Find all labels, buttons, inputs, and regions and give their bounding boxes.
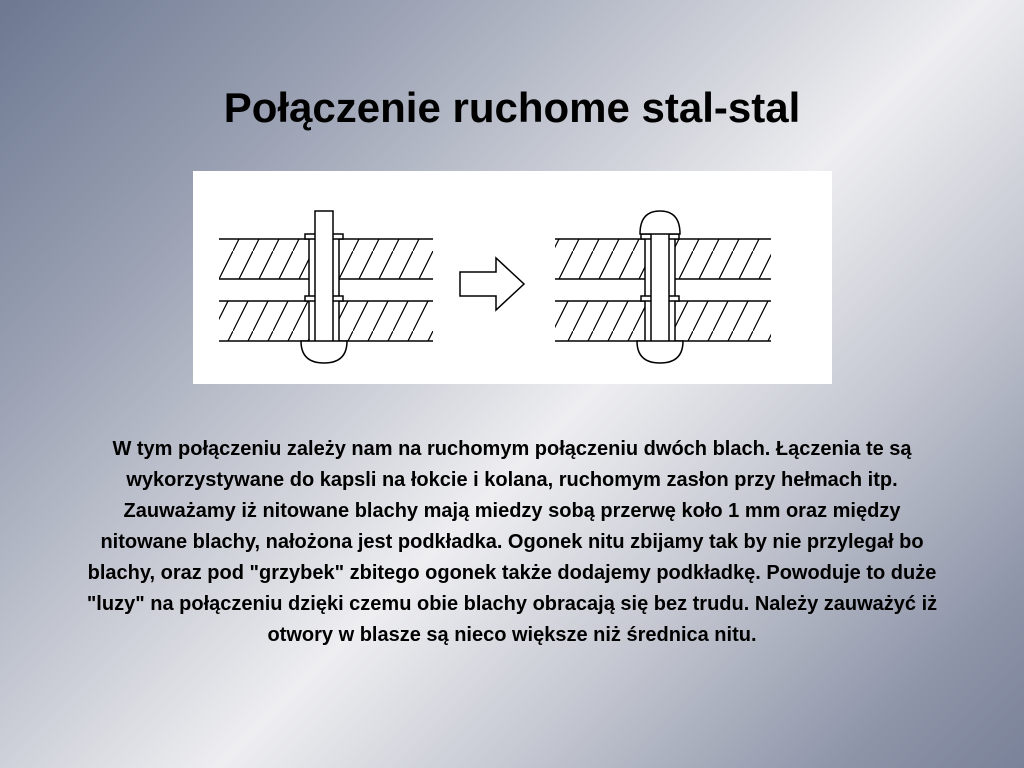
rivet-diagram: [193, 171, 832, 384]
slide-title: Połączenie ruchome stal-stal: [223, 84, 801, 131]
arrow-right-icon: [460, 258, 524, 310]
rivet-after-icon: [555, 211, 771, 363]
description-text: W tym połączeniu zależy nam na ruchomym połączeniu dwóch blach. Łączenia te są wykorzystywane do kapsli na łokcie i kolana, ruchomym zasłon przy hełmach itp. Zauważamy iż nitowane blachy mają miedzy sobą przerwę koło 1 mm oraz między nitowane blachy, nałożona jest podkładka. Ogonek nitu zbijamy tak by nie przylegał bo blachy, oraz pod "grzybek" zbitego ogonek także dodajemy podkładkę. Powoduje to duże "luzy" na połączeniu dzięki czemu obie blachy obracają się bez trudu. Należy zauważyć iż otwory w blaszе są nieco większe niż średnica nitu.: [86, 438, 938, 646]
rivet-before-icon: [219, 211, 433, 363]
